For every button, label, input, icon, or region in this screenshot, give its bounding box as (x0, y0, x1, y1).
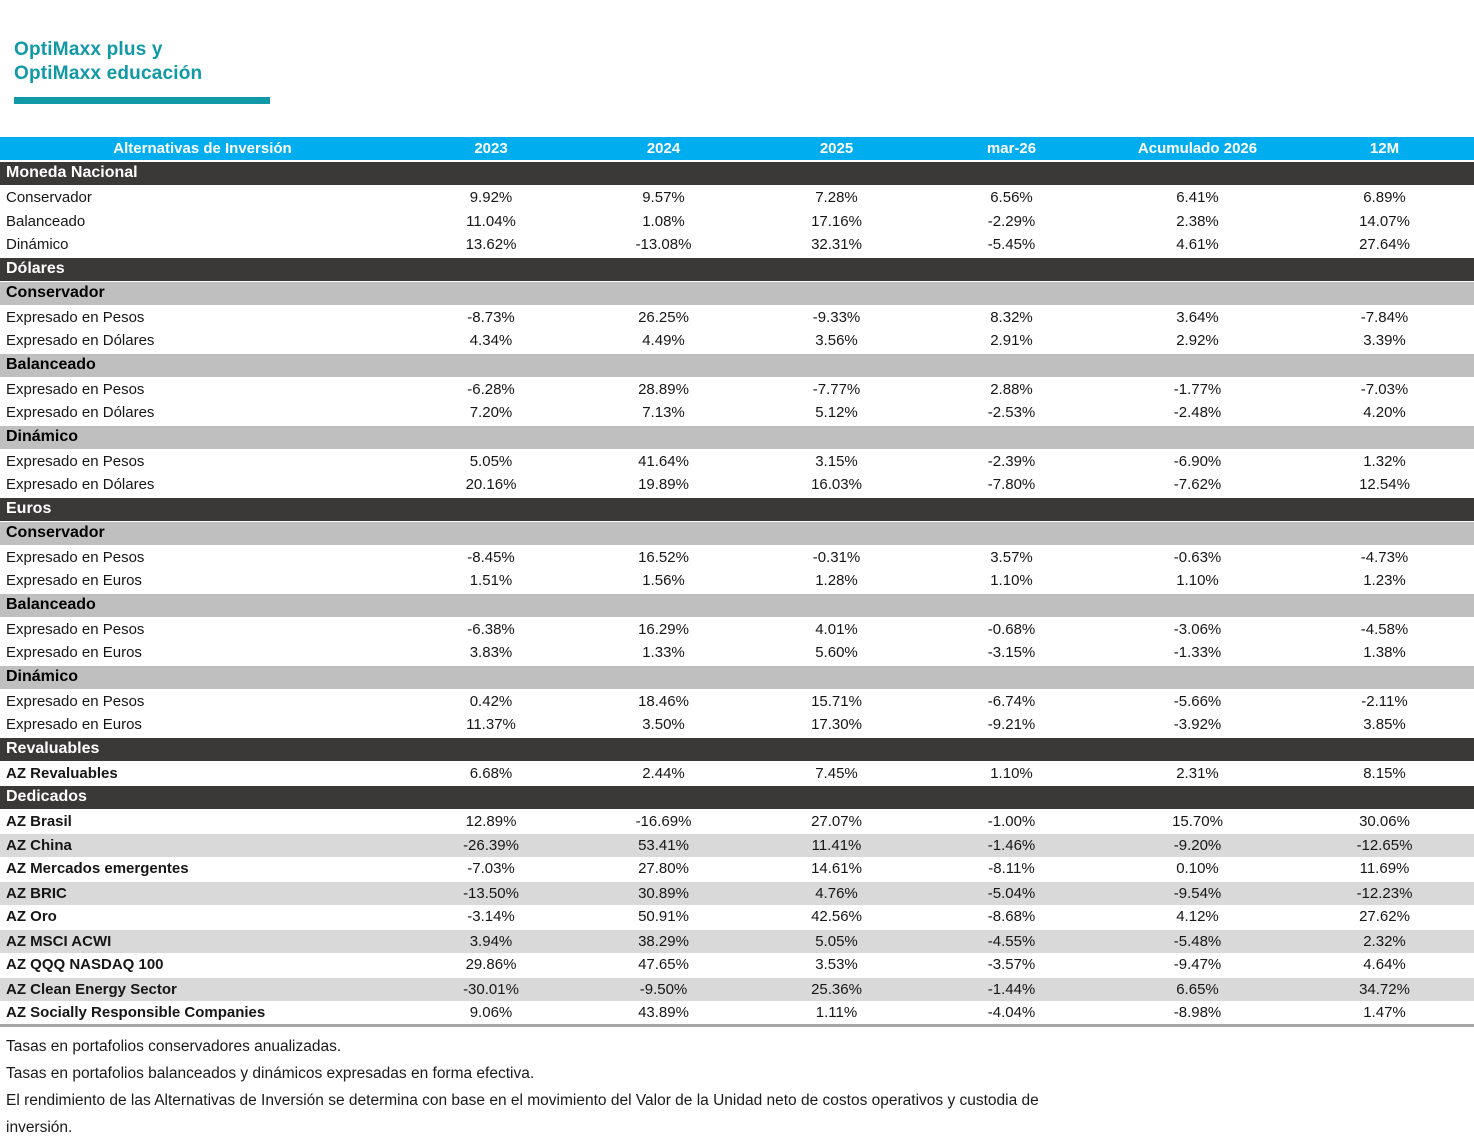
return-value: -1.00% (923, 809, 1100, 833)
return-value: -8.68% (923, 905, 1100, 929)
row-label: Conservador (0, 521, 1474, 545)
section-row (0, 497, 1474, 521)
table-row (0, 449, 1474, 473)
return-value: 27.64% (1295, 233, 1474, 257)
column-header-mar26: mar-26 (923, 137, 1100, 161)
row-label: Moneda Nacional (0, 161, 1474, 185)
return-value: 9.06% (405, 1001, 577, 1025)
table-row (0, 641, 1474, 665)
return-value: 7.13% (577, 401, 750, 425)
return-value: -6.38% (405, 617, 577, 641)
row-label: AZ Revaluables (0, 761, 405, 785)
table-row (0, 689, 1474, 713)
return-value: -8.11% (923, 857, 1100, 881)
brand-title-line1: OptiMaxx plus y (14, 39, 163, 60)
return-value: -2.39% (923, 449, 1100, 473)
row-label: Balanceado (0, 209, 405, 233)
return-value: 1.38% (1295, 641, 1474, 665)
return-value: 53.41% (577, 833, 750, 857)
return-value: 2.31% (1100, 761, 1295, 785)
row-label: Revaluables (0, 737, 1474, 761)
return-value: 41.64% (577, 449, 750, 473)
subsection-row (0, 353, 1474, 377)
return-value: 27.62% (1295, 905, 1474, 929)
return-value: -0.31% (750, 545, 923, 569)
table-row (0, 473, 1474, 497)
row-label: AZ China (0, 833, 405, 857)
return-value: 7.28% (750, 185, 923, 209)
brand-header (0, 0, 1474, 104)
subsection-row (0, 425, 1474, 449)
row-label: Expresado en Pesos (0, 449, 405, 473)
return-value: -16.69% (577, 809, 750, 833)
column-header-2024: 2024 (577, 137, 750, 161)
column-header-12m: 12M (1295, 137, 1474, 161)
return-value: -7.84% (1295, 305, 1474, 329)
footnote-3: El rendimiento de las Alternativas de Inversión se determina con base en el movimiento del Valor de la Unidad neto de costos operativos y custodia de inversión. (6, 1091, 1039, 1136)
subsection-row (0, 281, 1474, 305)
row-label: Conservador (0, 185, 405, 209)
return-value: 4.12% (1100, 905, 1295, 929)
return-value: -1.77% (1100, 377, 1295, 401)
return-value: -6.74% (923, 689, 1100, 713)
row-label: Expresado en Dólares (0, 329, 405, 353)
return-value: -8.98% (1100, 1001, 1295, 1025)
return-value: 6.41% (1100, 185, 1295, 209)
return-value: 19.89% (577, 473, 750, 497)
return-value: 17.30% (750, 713, 923, 737)
return-value: -5.66% (1100, 689, 1295, 713)
return-value: -12.65% (1295, 833, 1474, 857)
section-row (0, 257, 1474, 281)
return-value: -2.48% (1100, 401, 1295, 425)
row-label: AZ Clean Energy Sector (0, 977, 405, 1001)
return-value: -13.08% (577, 233, 750, 257)
row-label: Expresado en Pesos (0, 305, 405, 329)
table-row (0, 857, 1474, 881)
return-value: 3.57% (923, 545, 1100, 569)
row-label: AZ Mercados emergentes (0, 857, 405, 881)
return-value: -0.63% (1100, 545, 1295, 569)
return-value: 16.29% (577, 617, 750, 641)
table-row (0, 929, 1474, 953)
return-value: -2.29% (923, 209, 1100, 233)
return-value: 20.16% (405, 473, 577, 497)
return-value: 11.41% (750, 833, 923, 857)
section-row (0, 737, 1474, 761)
return-value: -3.92% (1100, 713, 1295, 737)
return-value: 15.70% (1100, 809, 1295, 833)
return-value: 47.65% (577, 953, 750, 977)
return-value: -9.20% (1100, 833, 1295, 857)
row-label: Conservador (0, 281, 1474, 305)
return-value: 12.89% (405, 809, 577, 833)
return-value: 1.56% (577, 569, 750, 593)
table-row (0, 401, 1474, 425)
return-value: -2.11% (1295, 689, 1474, 713)
table-row (0, 977, 1474, 1001)
return-value: -13.50% (405, 881, 577, 905)
return-value: -4.73% (1295, 545, 1474, 569)
return-value: 1.10% (923, 569, 1100, 593)
return-value: 4.49% (577, 329, 750, 353)
row-label: AZ Brasil (0, 809, 405, 833)
column-header-alternativas: Alternativas de Inversión (0, 137, 405, 161)
return-value: -7.80% (923, 473, 1100, 497)
table-row (0, 329, 1474, 353)
return-value: 30.89% (577, 881, 750, 905)
return-value: 43.89% (577, 1001, 750, 1025)
section-row (0, 161, 1474, 185)
return-value: -5.48% (1100, 929, 1295, 953)
return-value: -12.23% (1295, 881, 1474, 905)
return-value: 3.85% (1295, 713, 1474, 737)
return-value: 6.65% (1100, 977, 1295, 1001)
table-row (0, 617, 1474, 641)
return-value: -4.55% (923, 929, 1100, 953)
brand-title-line2: OptiMaxx educación (14, 63, 203, 84)
subsection-row (0, 593, 1474, 617)
row-label: Dinámico (0, 665, 1474, 689)
return-value: 18.46% (577, 689, 750, 713)
row-label: AZ Oro (0, 905, 405, 929)
returns-table-body (0, 161, 1474, 1025)
return-value: 3.94% (405, 929, 577, 953)
return-value: -6.28% (405, 377, 577, 401)
column-header-2025: 2025 (750, 137, 923, 161)
return-value: 8.32% (923, 305, 1100, 329)
return-value: 6.56% (923, 185, 1100, 209)
return-value: 13.62% (405, 233, 577, 257)
return-value: 3.39% (1295, 329, 1474, 353)
return-value: -9.54% (1100, 881, 1295, 905)
return-value: 1.47% (1295, 1001, 1474, 1025)
return-value: -7.62% (1100, 473, 1295, 497)
return-value: -4.58% (1295, 617, 1474, 641)
return-value: 2.38% (1100, 209, 1295, 233)
return-value: 2.32% (1295, 929, 1474, 953)
table-row (0, 545, 1474, 569)
return-value: 14.07% (1295, 209, 1474, 233)
return-value: 1.10% (923, 761, 1100, 785)
return-value: 2.92% (1100, 329, 1295, 353)
table-row (0, 809, 1474, 833)
footnote-2: Tasas en portafolios balanceados y dinámicos expresadas en forma efectiva. (6, 1064, 535, 1082)
return-value: -26.39% (405, 833, 577, 857)
subsection-row (0, 521, 1474, 545)
return-value: -9.47% (1100, 953, 1295, 977)
return-value: 25.36% (750, 977, 923, 1001)
return-value: 1.10% (1100, 569, 1295, 593)
return-value: -6.90% (1100, 449, 1295, 473)
return-value: 16.52% (577, 545, 750, 569)
table-row (0, 905, 1474, 929)
table-row (0, 185, 1474, 209)
return-value: 17.16% (750, 209, 923, 233)
return-value: -1.33% (1100, 641, 1295, 665)
section-row (0, 785, 1474, 809)
return-value: 42.56% (750, 905, 923, 929)
return-value: -7.03% (405, 857, 577, 881)
return-value: 28.89% (577, 377, 750, 401)
return-value: 3.50% (577, 713, 750, 737)
return-value: 6.68% (405, 761, 577, 785)
return-value: -4.04% (923, 1001, 1100, 1025)
return-value: -2.53% (923, 401, 1100, 425)
table-row (0, 569, 1474, 593)
return-value: 1.33% (577, 641, 750, 665)
row-label: Balanceado (0, 353, 1474, 377)
return-value: 0.10% (1100, 857, 1295, 881)
return-value: 26.25% (577, 305, 750, 329)
table-row (0, 881, 1474, 905)
row-label: Expresado en Pesos (0, 545, 405, 569)
return-value: 1.23% (1295, 569, 1474, 593)
return-value: 4.01% (750, 617, 923, 641)
return-value: 9.92% (405, 185, 577, 209)
row-label: Expresado en Pesos (0, 689, 405, 713)
table-row (0, 713, 1474, 737)
row-label: Expresado en Dólares (0, 473, 405, 497)
return-value: 11.04% (405, 209, 577, 233)
row-label: Euros (0, 497, 1474, 521)
return-value: 4.76% (750, 881, 923, 905)
return-value: 1.08% (577, 209, 750, 233)
return-value: 5.05% (750, 929, 923, 953)
return-value: 3.56% (750, 329, 923, 353)
column-header-2023: 2023 (405, 137, 577, 161)
return-value: -9.33% (750, 305, 923, 329)
return-value: 14.61% (750, 857, 923, 881)
return-value: 2.91% (923, 329, 1100, 353)
row-label: AZ MSCI ACWI (0, 929, 405, 953)
return-value: 27.07% (750, 809, 923, 833)
row-label: Dedicados (0, 785, 1474, 809)
return-value: -5.04% (923, 881, 1100, 905)
return-value: -7.77% (750, 377, 923, 401)
return-value: -3.14% (405, 905, 577, 929)
row-label: Dinámico (0, 233, 405, 257)
return-value: -9.50% (577, 977, 750, 1001)
table-row (0, 305, 1474, 329)
table-row (0, 1001, 1474, 1025)
row-label: AZ BRIC (0, 881, 405, 905)
return-value: 5.05% (405, 449, 577, 473)
return-value: 5.12% (750, 401, 923, 425)
return-value: 3.83% (405, 641, 577, 665)
return-value: 11.69% (1295, 857, 1474, 881)
return-value: 16.03% (750, 473, 923, 497)
footnote-1: Tasas en portafolios conservadores anualizadas. (6, 1037, 342, 1055)
table-header-row (0, 137, 1474, 161)
return-value: -8.45% (405, 545, 577, 569)
return-value: -9.21% (923, 713, 1100, 737)
return-value: 4.64% (1295, 953, 1474, 977)
return-value: -8.73% (405, 305, 577, 329)
column-header-acumulado-2026: Acumulado 2026 (1100, 137, 1295, 161)
return-value: -30.01% (405, 977, 577, 1001)
row-label: Expresado en Dólares (0, 401, 405, 425)
return-value: 3.53% (750, 953, 923, 977)
return-value: -3.06% (1100, 617, 1295, 641)
return-value: 8.15% (1295, 761, 1474, 785)
return-value: 3.15% (750, 449, 923, 473)
return-value: 2.88% (923, 377, 1100, 401)
returns-table (0, 137, 1474, 1027)
return-value: 0.42% (405, 689, 577, 713)
return-value: -3.57% (923, 953, 1100, 977)
table-row (0, 233, 1474, 257)
row-label: Expresado en Euros (0, 641, 405, 665)
row-label: Expresado en Pesos (0, 377, 405, 401)
return-value: 12.54% (1295, 473, 1474, 497)
return-value: -0.68% (923, 617, 1100, 641)
footnotes (0, 1027, 1474, 1141)
return-value: 1.11% (750, 1001, 923, 1025)
return-value: 2.44% (577, 761, 750, 785)
return-value: 3.64% (1100, 305, 1295, 329)
return-value: 11.37% (405, 713, 577, 737)
return-value: 5.60% (750, 641, 923, 665)
return-value: 1.28% (750, 569, 923, 593)
row-label: Balanceado (0, 593, 1474, 617)
return-value: 4.61% (1100, 233, 1295, 257)
subsection-row (0, 665, 1474, 689)
row-label: Expresado en Euros (0, 569, 405, 593)
return-value: 7.45% (750, 761, 923, 785)
return-value: 1.51% (405, 569, 577, 593)
brand-underline-bar (14, 97, 270, 104)
return-value: 27.80% (577, 857, 750, 881)
return-value: 6.89% (1295, 185, 1474, 209)
table-row (0, 209, 1474, 233)
return-value: 38.29% (577, 929, 750, 953)
row-label: Expresado en Pesos (0, 617, 405, 641)
return-value: -7.03% (1295, 377, 1474, 401)
row-label: Dinámico (0, 425, 1474, 449)
row-label: Dólares (0, 257, 1474, 281)
return-value: 4.20% (1295, 401, 1474, 425)
return-value: 32.31% (750, 233, 923, 257)
table-row (0, 377, 1474, 401)
return-value: 34.72% (1295, 977, 1474, 1001)
table-row (0, 953, 1474, 977)
return-value: -3.15% (923, 641, 1100, 665)
return-value: 15.71% (750, 689, 923, 713)
return-value: 30.06% (1295, 809, 1474, 833)
row-label: AZ QQQ NASDAQ 100 (0, 953, 405, 977)
return-value: 9.57% (577, 185, 750, 209)
return-value: -1.46% (923, 833, 1100, 857)
return-value: 7.20% (405, 401, 577, 425)
return-value: -5.45% (923, 233, 1100, 257)
table-row (0, 833, 1474, 857)
table-row (0, 761, 1474, 785)
return-value: 4.34% (405, 329, 577, 353)
return-value: 29.86% (405, 953, 577, 977)
return-value: -1.44% (923, 977, 1100, 1001)
return-value: 50.91% (577, 905, 750, 929)
row-label: AZ Socially Responsible Companies (0, 1001, 405, 1025)
return-value: 1.32% (1295, 449, 1474, 473)
row-label: Expresado en Euros (0, 713, 405, 737)
